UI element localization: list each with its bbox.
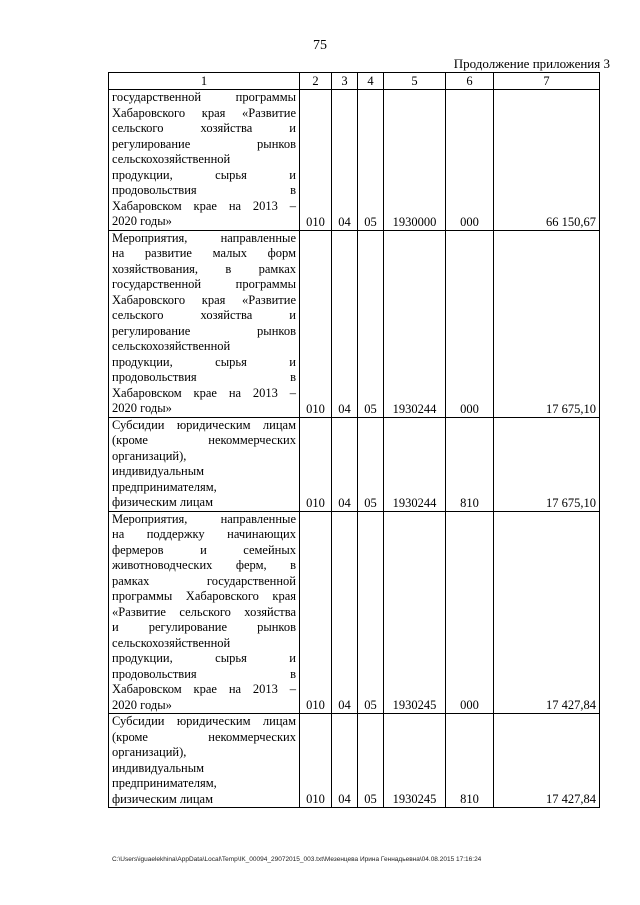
amount-cell: 66 150,67 — [494, 90, 600, 231]
expense-type-cell: 810 — [446, 714, 494, 808]
description-line: регулирование рынков — [112, 323, 296, 338]
description-line: 2020 годы» — [112, 697, 172, 712]
amount-cell: 17 427,84 — [494, 511, 600, 714]
ministry-code-cell: 010 — [300, 714, 332, 808]
subsection-code-cell: 05 — [358, 230, 384, 417]
target-article-cell: 1930244 — [384, 417, 446, 511]
description-line: Хабаровского края «Развитие — [112, 105, 296, 120]
description-line: предпринимателям, — [112, 776, 217, 790]
expense-type-cell: 000 — [446, 90, 494, 231]
description-line: сельского хозяйства и — [112, 121, 296, 135]
table-header-row — [109, 73, 600, 90]
description-line: сельскохозяйственной — [112, 339, 231, 353]
description-line: на поддержку начинающих — [112, 527, 296, 541]
description-line: государственной программы — [112, 277, 296, 291]
description-line: Мероприятия, направленные — [112, 511, 296, 526]
ministry-code-cell: 010 — [300, 417, 332, 511]
description-line: организаций), — [112, 745, 187, 759]
description-line: Мероприятия, направленные — [112, 230, 296, 245]
section-code-cell: 04 — [332, 90, 358, 231]
description-line: продовольствия в — [112, 370, 296, 384]
description-line: животноводческих ферм, в — [112, 558, 296, 572]
target-article-cell: 1930244 — [384, 230, 446, 417]
description-line: организаций), — [112, 448, 187, 463]
target-article-cell: 1930245 — [384, 714, 446, 808]
row-description — [109, 714, 300, 808]
description-line: и регулирование рынков — [112, 620, 296, 634]
section-code-cell: 04 — [332, 417, 358, 511]
column-header: 6 — [446, 73, 494, 90]
description-line: Хабаровском крае на 2013 – — [112, 385, 296, 400]
subsection-code-cell: 05 — [358, 714, 384, 808]
ministry-code-cell: 010 — [300, 511, 332, 714]
table-row — [109, 90, 600, 231]
column-header: 5 — [384, 73, 446, 90]
section-code-cell: 04 — [332, 714, 358, 808]
amount-cell: 17 675,10 — [494, 230, 600, 417]
subsection-code-cell: 05 — [358, 90, 384, 231]
description-line: индивидуальным — [112, 760, 205, 775]
description-line: Субсидии юридическим лицам — [112, 714, 296, 728]
expense-type-cell: 000 — [446, 230, 494, 417]
description-line: Хабаровском крае на 2013 – — [112, 198, 296, 213]
description-line: 2020 годы» — [112, 214, 172, 228]
table-row — [109, 230, 600, 417]
description-line: государственной программы — [112, 90, 296, 104]
description-line: Субсидии юридическим лицам — [112, 417, 296, 432]
description-line: предпринимателям, — [112, 479, 217, 494]
description-line: физическим лицам — [112, 495, 213, 509]
ministry-code-cell: 010 — [300, 90, 332, 231]
row-description — [109, 511, 300, 714]
column-header: 1 — [109, 73, 300, 90]
subsection-code-cell: 05 — [358, 511, 384, 714]
ministry-code-cell: 010 — [300, 230, 332, 417]
description-line: индивидуальным — [112, 464, 205, 478]
row-description — [109, 230, 300, 417]
column-header: 2 — [300, 73, 332, 90]
amount-cell: 17 427,84 — [494, 714, 600, 808]
description-line: сельского хозяйства и — [112, 308, 296, 322]
description-line: физическим лицам — [112, 791, 213, 806]
description-line: 2020 годы» — [112, 401, 172, 415]
expense-type-cell: 810 — [446, 417, 494, 511]
description-line: (кроме некоммерческих — [112, 729, 296, 744]
section-code-cell: 04 — [332, 511, 358, 714]
page-number: 75 — [313, 38, 327, 53]
description-line: сельскохозяйственной — [112, 152, 231, 166]
subsection-code-cell: 05 — [358, 417, 384, 511]
target-article-cell: 1930245 — [384, 511, 446, 714]
column-header: 7 — [494, 73, 600, 90]
description-line: программы Хабаровского края — [112, 589, 296, 603]
description-line: «Развитие сельского хозяйства — [112, 604, 296, 619]
description-line: сельскохозяйственной — [112, 635, 231, 650]
continuation-label: Продолжение приложения 3 — [453, 56, 610, 71]
section-code-cell: 04 — [332, 230, 358, 417]
description-line: Хабаровском крае на 2013 – — [112, 682, 296, 696]
description-line: на развитие малых форм — [112, 246, 296, 260]
description-line: продовольствия в — [112, 183, 296, 197]
description-line: продукции, сырья и — [112, 167, 296, 182]
description-line: хозяйствования, в рамках — [112, 261, 296, 276]
column-header: 3 — [332, 73, 358, 90]
description-line: продовольствия в — [112, 666, 296, 681]
table-row — [109, 417, 600, 511]
description-line: Хабаровского края «Развитие — [112, 292, 296, 307]
table-row — [109, 511, 600, 714]
description-line: рамках государственной — [112, 573, 296, 588]
description-line: регулирование рынков — [112, 136, 296, 151]
description-line: продукции, сырья и — [112, 354, 296, 369]
description-line: (кроме некоммерческих — [112, 433, 296, 447]
row-description — [109, 417, 300, 511]
description-line: фермеров и семейных — [112, 542, 296, 557]
description-line: продукции, сырья и — [112, 651, 296, 665]
footer-file-path: C:\Users\iguaelekhina\AppData\Local\Temp\IK_00094_29072015_003.txt\Мезенцева Ирина Геннадьевна\04.08.2015 17:16:24 — [112, 856, 482, 863]
table-row — [109, 714, 600, 808]
expense-type-cell: 000 — [446, 511, 494, 714]
column-header: 4 — [358, 73, 384, 90]
target-article-cell: 1930000 — [384, 90, 446, 231]
budget-table — [108, 72, 600, 808]
amount-cell: 17 675,10 — [494, 417, 600, 511]
row-description — [109, 90, 300, 231]
